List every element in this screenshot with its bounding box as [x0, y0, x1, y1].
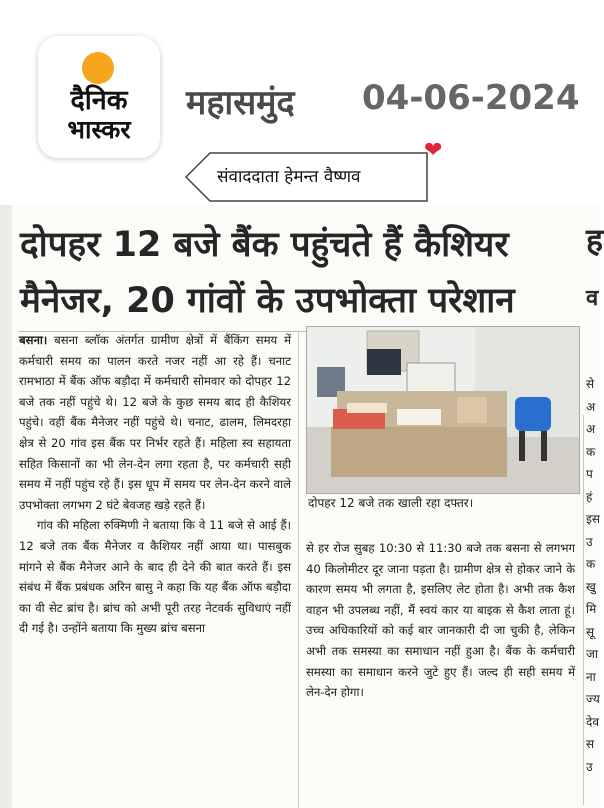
adjacent-text-fragment: इस	[586, 512, 601, 526]
adjacent-text-fragment: अ	[586, 422, 596, 436]
adjacent-text-fragment: स	[586, 737, 595, 751]
adjacent-text-fragment: खु	[586, 579, 596, 594]
page-header	[0, 0, 600, 205]
logo-text-line2: भास्कर	[67, 115, 131, 144]
reporter-tag	[183, 150, 433, 204]
adjacent-text-fragment: उ	[586, 759, 593, 774]
column-divider	[298, 330, 299, 808]
clipping-left-edge	[0, 205, 12, 808]
headline-line2: मैनेजर, 20 गांवों के उपभोक्ता परेशान	[20, 281, 515, 321]
adjacent-text-fragment: सू	[586, 624, 595, 639]
headline-line1: दोपहर 12 बजे बैंक पहुंचते हैं कैशियर	[20, 225, 509, 265]
adjacent-text-fragment: देव	[586, 714, 600, 729]
article-right-column: से हर रोज सुबह 10:30 से 11:30 बजे तक बसना से लगभग 40 किलोमीटर दूर जाना पड़ता है। ग्रामीण क्षेत्र से होकर जाने के कारण समय भी लगता है, इसलिए लेट होता है। अभी तक कैश वाहन भी उपलब्ध नहीं, मैं स्वयं कार या बाइक से कैश लाता हूं। उच्च अधिकारियों को कई बार जानकारी दी जा चुकी है, लेकिन अभी तक समस्या का समाधान नहीं हुआ है। बैंक के कर्मचारी समस्या का समाधान करने जुटे हुए हैं। जल्द ही सही समय में लेन-देन होगा।	[306, 541, 575, 700]
adjacent-text-fragment: ज्य	[586, 692, 600, 706]
paragraph-2: गांव की महिला रुक्मिणी ने बताया कि वे 11 बजे से आई हैं। 12 बजे तक बैंक मैनेजर व कैशियर नहीं आया था। पासबुक मांगने से बैंक मैनेजर आने के बाद ही देने की बात करते हैं। इस संबंध में बैंक प्रबंधक अरिन बासु ने कहा कि यह बैंक ऑफ बड़ौदा का वी सेट ब्रांच है। ब्रांच को अभी पूरी तरह नेटवर्क सुविधाएं नहीं दी गई है। उन्होंने बताया कि मुख्य ब्रांच बसना	[19, 518, 291, 636]
office-photo	[306, 326, 580, 494]
adjacent-text-fragment: हं	[586, 489, 593, 504]
dainik-bhaskar-logo	[38, 36, 160, 158]
adjacent-headline-fragment2: व	[586, 286, 599, 311]
adjacent-text-fragment: ना	[586, 669, 596, 684]
adjacent-text-fragment: से	[586, 377, 595, 391]
reporter-name: संवाददाता हेमन्त वैष्णव	[217, 167, 361, 187]
photo-caption: दोपहर 12 बजे तक खाली रहा दफ्तर।	[308, 496, 474, 510]
adjacent-text-fragment: अ	[586, 399, 596, 414]
publication-date: 04-06-2024	[362, 78, 580, 118]
dateline: बसना।	[19, 333, 48, 347]
adjacent-column-divider	[583, 415, 584, 805]
adjacent-text-fragment: मि	[586, 602, 597, 616]
adjacent-text-fragment: क	[586, 557, 596, 571]
adjacent-text-fragment: प	[586, 467, 593, 481]
logo-text-line1: दैनिक	[70, 85, 128, 116]
city-name: महासमुंद	[186, 83, 295, 123]
adjacent-text-fragment: जा	[586, 647, 599, 661]
adjacent-headline-fragment1: ह	[586, 221, 603, 259]
heart-icon: ❤	[424, 138, 443, 163]
adjacent-text-fragment: उ	[586, 534, 593, 549]
paragraph-1: बसना ब्लॉक अंतर्गत ग्रामीण क्षेत्रों में बैंकिंग समय में कर्मचारी समय का पालन करते नजर नहीं आ रहे हैं। चनाट रामभाठा में बैंक ऑफ बड़ौदा में कर्मचारी सोमवार को दोपहर 12 बजे तक नहीं पहुंचे थे। 12 बजे के कुछ समय बाद ही कैशियर पहुंचे। वहीं बैंक मैनेजर नहीं पहुंचे थे। चनाट, ढालम, लिमदरहा क्षेत्र से 20 गांव इस बैंक पर निर्भर रहते हैं। महिला स्व सहायता सहित किसानों का भी लेन-देन लगा रहता है, पर कर्मचारी सही समय में नहीं पहुंच रहे हैं। इस धूप में समय पर लेन-देन करने वाले उपभोक्ता लगभग 2 घंटे बेवजह खड़े रहते हैं।	[19, 333, 291, 512]
adjacent-text-fragment: क	[586, 444, 596, 459]
sun-icon	[82, 52, 114, 84]
article-left-column	[19, 330, 291, 639]
empty-office-image	[307, 327, 579, 493]
